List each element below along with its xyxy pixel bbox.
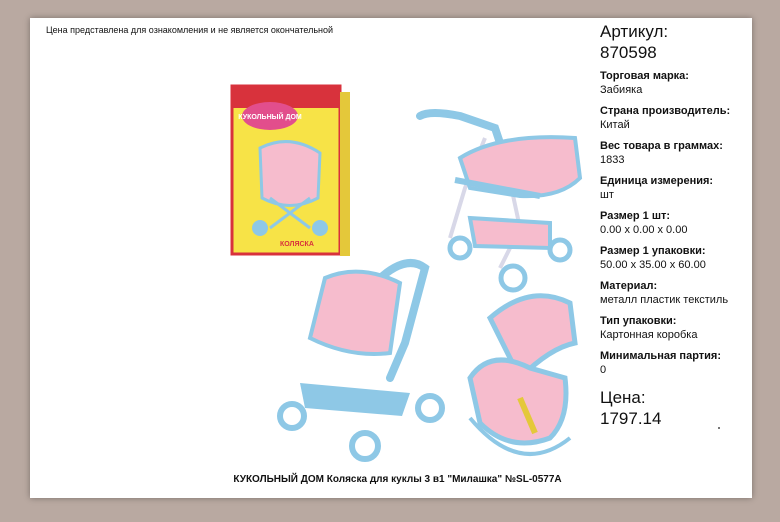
spec-label: Размер 1 упаковки: (600, 245, 706, 257)
spec-unit (600, 174, 750, 203)
stroller-front (280, 263, 442, 459)
spec-material (600, 279, 750, 308)
spec-value: 0.00 x 0.00 x 0.00 (600, 224, 688, 236)
spec-value: Китай (600, 119, 630, 131)
stroller-top (420, 113, 580, 290)
spec-value: Забияка (600, 84, 643, 96)
spec-value: 50.00 x 35.00 x 60.00 (600, 259, 706, 271)
product-title: КУКОЛЬНЫЙ ДОМ Коляска для куклы 3 в1 "Милашка" №SL-0577A (233, 474, 562, 485)
product-sheet (30, 18, 752, 498)
spec-brand (600, 69, 750, 98)
price-disclaimer: Цена представлена для ознакомления и не является окончательной (46, 25, 334, 35)
spec-country (600, 104, 750, 133)
spec-label: Вес товара в граммах: (600, 140, 723, 152)
stroller-illustration (230, 78, 590, 468)
spec-value: металл пластик текстиль (600, 294, 729, 306)
box-name-text: КОЛЯСКА (280, 241, 314, 248)
decorative-dot (718, 427, 720, 429)
spec-label: Материал: (600, 280, 658, 292)
spec-item-size (600, 209, 750, 238)
spec-min-batch (600, 349, 750, 378)
spec-package-size (600, 244, 750, 273)
price-label: Цена: (600, 388, 646, 407)
spec-value: 1833 (600, 154, 625, 166)
spec-label: Минимальная партия: (600, 350, 721, 362)
spec-label: Единица измерения: (600, 175, 714, 187)
spec-value: 0 (600, 364, 607, 376)
box-brand-text: КУКОЛЬНЫЙ ДОМ (238, 114, 302, 121)
spec-label: Тип упаковки: (600, 315, 677, 327)
product-specs (600, 22, 750, 429)
stroller-bassinet (470, 296, 575, 454)
product-photo (230, 78, 590, 468)
price-value: 1797.14 (600, 409, 662, 428)
price-block (600, 388, 750, 429)
spec-value: шт (600, 189, 614, 201)
sku-value: 870598 (600, 43, 657, 62)
spec-value: Картонная коробка (600, 329, 698, 341)
spec-weight (600, 139, 750, 168)
spec-label: Страна производитель: (600, 105, 731, 117)
product-box-image (232, 86, 350, 256)
spec-label: Размер 1 шт: (600, 210, 671, 222)
spec-package-type (600, 314, 750, 343)
sku-label: Артикул: (600, 22, 669, 41)
spec-label: Торговая марка: (600, 70, 689, 82)
